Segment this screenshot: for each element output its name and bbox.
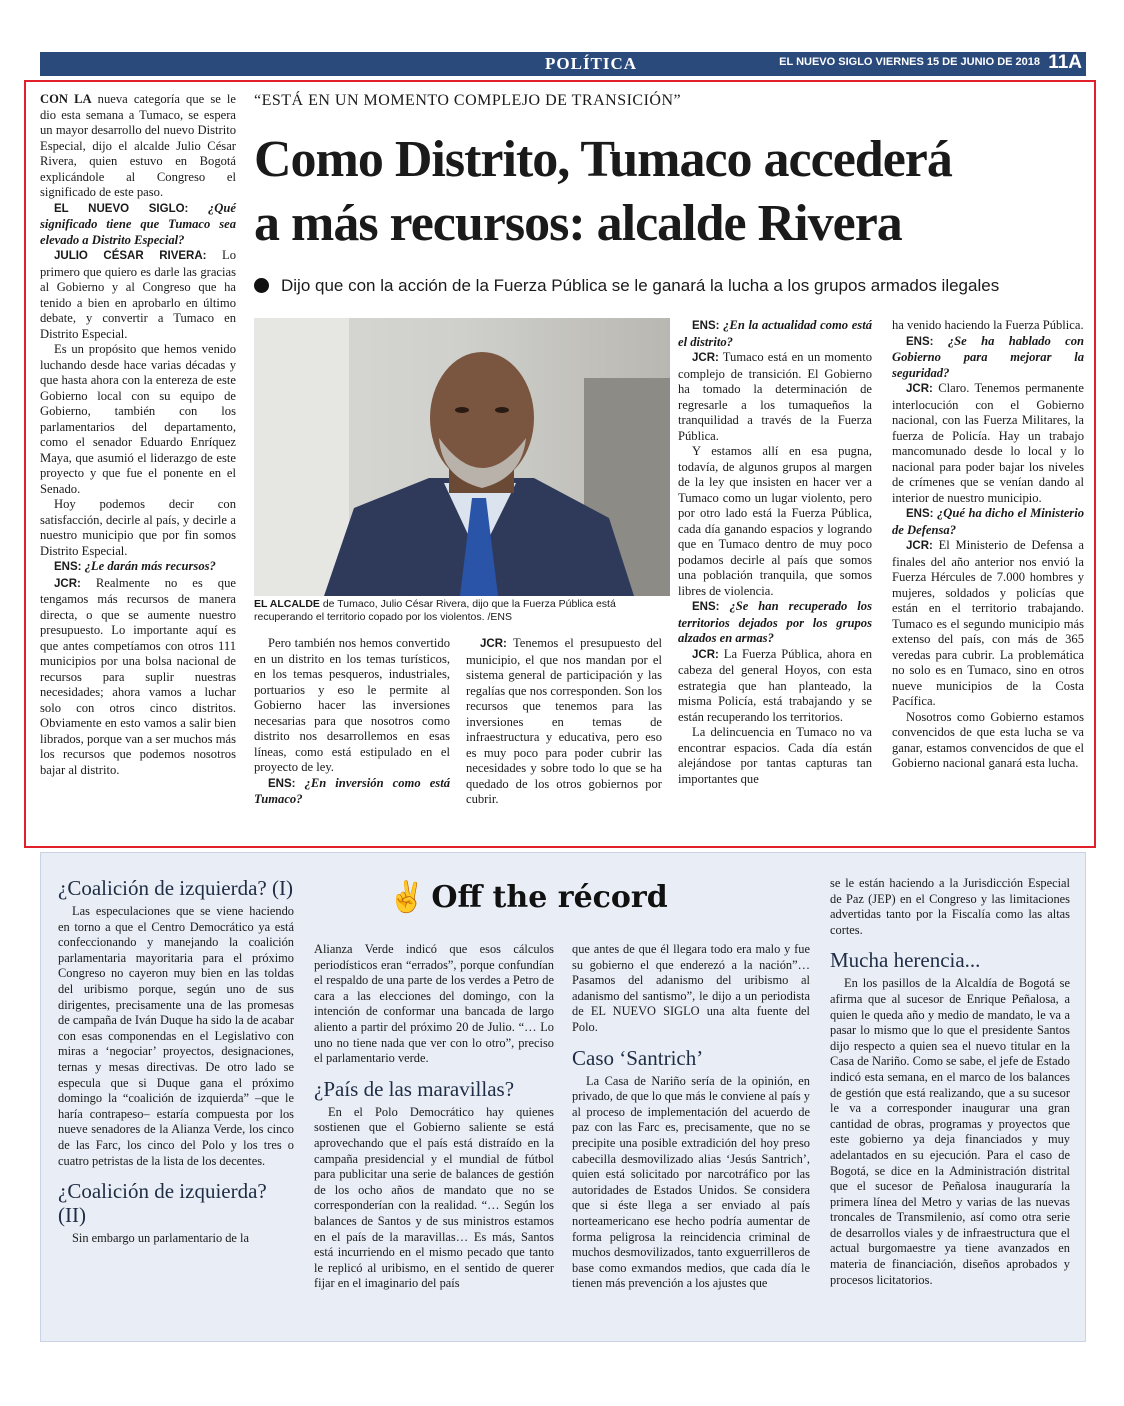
interviewee-tag: JCR:	[906, 540, 933, 552]
interviewee-tag: JULIO CÉSAR RIVERA:	[54, 250, 207, 262]
article-headline	[254, 128, 1094, 256]
answer: La Fuerza Pública, ahora en cabeza del general Hoyos, con esta estrategia que han planteado, la misma Policía, está trabajando y se están recuperando los territorios.	[678, 646, 872, 724]
article-kicker: “ESTÁ EN UN MOMENTO COMPLEJO DE TRANSICIÓN”	[254, 92, 682, 109]
paragraph: Y estamos allí en esa pugna, todavía, de algunos grupos al margen de la ley que insisten en hacer ver a Tumaco como un lugar violento, pero por otro lado está la Fuerza Pública, cada día ganando espacios y logrando que en Tumaco dentro de muy poco podamos decirle al país que somos una población tranquila, que somos libres de violencia.	[678, 444, 872, 598]
article-column-4	[678, 318, 872, 787]
photo-caption	[254, 598, 670, 624]
otr-column-4	[830, 876, 1070, 1288]
interviewee-tag: JCR:	[54, 577, 81, 590]
paragraph: Hoy podemos decir con satisfacción, decirle al país, y decirle a nuestro municipio que por fin somos Distrito Especial.	[40, 497, 236, 558]
interviewer-tag: ENS:	[906, 508, 934, 520]
interviewee-tag: JCR:	[906, 383, 933, 395]
otr-paragraph: Sin embargo un parlamentario de la	[72, 1231, 249, 1246]
otr-column-2	[314, 942, 554, 1292]
interviewee-tag: JCR:	[692, 648, 719, 661]
bullet-icon	[254, 278, 269, 293]
otr-paragraph: se le están haciendo a la Jurisdicción Especial de Paz (JEP) en el Congreso y las limitaciones advertidas tanto por la Fiscalía como las altas cortes.	[830, 876, 1070, 937]
answer: Tumaco está en un momento complejo de transición. El Gobierno ha tomado la determinación de regresarle a los tumaqueños la tranquilidad a través de la Fuerza Pública.	[678, 350, 872, 443]
interviewer-tag: EL NUEVO SIGLO:	[54, 202, 189, 215]
interviewee-tag: JCR:	[692, 352, 719, 364]
paragraph: Es un propósito que hemos venido luchando desde hace varias décadas y que hasta ahora con la entereza de este Gobierno local con su equipo de Gobierno, también con los parlamentarios del departamento, como el senador Eduardo Enríquez Maya, que asumió el liderazgo de este proyecto y que fue el ponente en el Senado.	[40, 342, 236, 496]
otr-paragraph: En el Polo Democrático hay quienes sostienen que el Gobierno saliente se está aprovechando que el país está distraído en la campaña presidencial y el mundial de fútbol para publicitar una serie de balances de gestión de los ocho años de mandato que no se corresponderían con la realidad. “… Según los balances de Santos y de sus ministros estamos en el país de la maravillas… Es más, Santos está incurriendo en el mismo pecado que tanto le replicó al uribismo, en el sentido de querer fijar en el imaginario del país	[314, 1104, 554, 1291]
article-column-3	[466, 636, 662, 808]
interviewer-tag: ENS:	[692, 320, 720, 332]
article-column-1	[40, 92, 236, 778]
answer: El Ministerio de Defensa a finales del año anterior nos envió la Fuerza Hércules de 7.000 hombres y mujeres, soldados y policías que están en el territorio trabajando. Tumaco es el segundo municipio más extenso del país, con más de 365 veredas para cubrir. La problemática no solo es en Tumaco, sino en otros nueve municipios de la Costa Pacífica.	[892, 538, 1084, 708]
mayor-photo	[254, 318, 670, 596]
otr-heading: ¿Coalición de izquierda? (I)	[58, 876, 293, 900]
interviewer-tag: ENS:	[54, 561, 82, 573]
paragraph: nueva categoría que se le dio esta semana a Tumaco, se espera un mayor desarrollo del nuevo Distrito Especial, dijo el alcalde Julio César Rivera, quien estuvo en Bogotá explicándole al Congreso el significado de este paso.	[40, 92, 236, 199]
article-column-2	[254, 636, 450, 808]
otr-paragraph: que antes de que él llegara todo era malo y fue su gobierno el que enderezó a la nación”… Pasamos del adanismo del uribismo al adanismo del santismo”, le dijo a un periodista de EL NUEVO SIGLO una alta fuente del Polo.	[572, 942, 810, 1034]
interviewer-tag: ENS:	[906, 335, 934, 348]
otr-heading: ¿Coalición de izquierda? (II)	[58, 1179, 267, 1228]
answer: Realmente no es que tengamos más recursos de manera directa, o que se aumente nuestro presupuesto. Lo importante aquí es que antes competíamos con otros 111 municipios por una bolsa nacional de recursos para suplir nuestras necesidades; ahora vamos a luchar solo con otros cinco distritos. Obviamente en esto vamos a salir bien librados, porque van a ser muchos más los recursos que podemos nosotros bajar al distrito.	[40, 575, 236, 777]
headline-line-1: Como Distrito, Tumaco accederá	[254, 131, 952, 188]
peace-hand-icon: ✌	[388, 880, 426, 915]
answer: Tenemos el presupuesto del municipio, el que nos mandan por el sistema general de participación y las regalías que nos corresponden. Son los recursos que tenemos para las inversiones en temas de infraestructura y educativa, pero eso es muy poco para poder cubrir las necesidades y sobre todo lo que se ha quedado de los otros gobiernos por cubrir.	[466, 636, 662, 806]
interviewer-tag: ENS:	[692, 601, 720, 613]
otr-paragraph: En los pasillos de la Alcaldía de Bogotá se afirma que al sucesor de Enrique Peñalosa, a quien le queda año y medio de mandato, le va a pasar lo mismo que lo que el presidente Santos dijo respecto a quien sea el nuevo titular en la Casa de Nariño. Como se sabe, el jefe de Estado indicó esta semana, en el marco de los balances de gestión que está realizando, que a su sucesor le va a corresponder inaugurar una gran cantidad de obras, programas y proyectos que este gobierno ya deja financiados y muy adelantados en su ejecución. Para el caso de Bogotá, se dice en la Administración distrital que el sucesor de Peñalosa inauguraría la primera línea del Metro y varias de las nuevas troncales de Transmilenio, así como otra serie de desarrollos viales y de infraestructura que el actual burgomaestre ya tiene avanzados en materia de financiación, diseños aprobados y procesos licitatorios.	[830, 976, 1070, 1287]
answer: Lo primero que quiero es darle las gracias al Gobierno y al Congreso que ha tenido a bien en aprobarlo en último debate, y convertir a Tumaco en Distrito Especial.	[40, 248, 236, 341]
lead-in: CON LA	[40, 92, 92, 106]
otr-paragraph: La Casa de Nariño sería de la opinión, en privado, de que lo que más le conviene al país y al proceso de implementación del acuerdo de paz con las Farc es, precisamente, que no se precipite una posible extradición del hoy preso cabecilla desmovilizado alias ‘Jesús Santrich’, quien está solicitado por narcotráfico por las autoridades de Estados Unidos. Se considera que si éste llega a ser enviado al país norteamericano ese hecho podría aumentar de forma peligrosa la reincidencia criminal de muchos desmovilizados, tanto exguerrilleros de base como exmandos medios, que cada día le tienen más prevención a los ajustes que	[572, 1073, 810, 1291]
interviewee-tag: JCR:	[480, 638, 507, 650]
question: ¿Qué ha dicho el Ministerio de Defensa?	[892, 506, 1084, 537]
page-number: 11A	[1048, 52, 1082, 73]
article-column-5	[892, 318, 1084, 772]
interviewer-tag: ENS:	[268, 777, 296, 790]
section-name: POLÍTICA	[545, 54, 638, 73]
question: ¿Le darán más recursos?	[81, 559, 216, 573]
answer: Claro. Tenemos permanente interlocución con el Gobierno nacional, con las Fuerza Militares, la fuerza de Policía. Hay un trabajo mancomunado desde lo local y lo nacional para poder bajar los niveles de crímenes que se venían dando al interior de nuestro municipio.	[892, 381, 1084, 505]
paper-date: EL NUEVO SIGLO VIERNES 15 DE JUNIO DE 2018	[779, 56, 1040, 68]
otr-heading: Mucha herencia...	[830, 948, 981, 973]
paragraph: Pero también nos hemos convertido en un distrito en los temas turísticos, en los temas pesqueros, industriales, portuarios y eso le permite al Gobierno hacer las inversiones necesarias para que nosotros como distrito nos desarrollemos en esas líneas, como está estipulado en el proyecto de ley.	[254, 636, 450, 774]
caption-lead: EL ALCALDE	[254, 598, 320, 610]
deck-text: Dijo que con la acción de la Fuerza Pública se le ganará la lucha a los grupos armados ilegales	[281, 276, 1000, 295]
question: ¿Qué significado tiene que Tumaco sea elevado a Distrito Especial?	[40, 200, 236, 247]
question: ¿Se ha hablado con Gobierno para mejorar la seguridad?	[892, 333, 1084, 380]
paragraph: La delincuencia en Tumaco no va encontrar espacios. Cada día están alejándose por tantas capturas tan importantes que	[678, 725, 872, 786]
otr-heading: ¿País de las maravillas?	[314, 1076, 515, 1101]
article-deck	[254, 276, 1094, 296]
question: ¿En la actualidad como está el distrito?	[678, 318, 872, 349]
otr-heading: Caso ‘Santrich’	[572, 1045, 704, 1070]
otr-column-1	[58, 876, 294, 1247]
question: ¿Se han recuperado los territorios dejados por los grupos alzados en armas?	[678, 599, 872, 645]
section-header-bar	[40, 52, 1086, 76]
otr-paragraph: Las especulaciones que se viene haciendo en torno a que el Centro Democrático ya está confeccionando y manejando la coalición parlamentaria mayoritaria para el próximo Congreso no cayeron muy bien en las toldas del uribismo porque, según uno de sus dirigentes, precisamente una de las promesas de campaña de Iván Duque ha sido la de acabar con esas componendas en el Legislativo con miras a ‘negociar’ proyectos, designaciones, ternas y mesas directivas. De otro lado se especula que si Duque gana el próximo domingo la “coalición de izquierda” –que le haría contrapeso– estaría compuesta por los nueve senadores de la Alianza Verde, los cinco de las Farc, los cinco del Polo y los tres o cuatro petristas de la lista de los decentes.	[58, 904, 294, 1168]
caption-text: de Tumaco, Julio César Rivera, dijo que la Fuerza Pública está recuperando el territorio copado por los violentos. /ENS	[254, 598, 616, 623]
question: ¿En inversión como está Tumaco?	[254, 775, 450, 806]
otr-paragraph: Alianza Verde indicó que esos cálculos periodísticos eran “errados”, porque confundían el respaldo de una parte de los verdes a Petro de cara a las elecciones del domingo, con la intención de conformar una bancada de largo aliento a partir del próximo 20 de Julio. “… Lo uno no tiene nada que ver con lo otro”, preciso el parlamentario verde.	[314, 942, 554, 1066]
headline-line-2: a más recursos: alcalde Rivera	[254, 195, 902, 252]
paragraph: Nosotros como Gobierno estamos convencidos de que esta lucha se va ganar, estamos convencidos de que el Gobierno nacional ganará esta lucha.	[892, 709, 1084, 770]
paragraph: ha venido haciendo la Fuerza Pública.	[892, 318, 1084, 332]
otr-column-3	[572, 942, 810, 1292]
off-the-record-title	[388, 880, 668, 915]
off-the-record-title-text: Off the récord	[431, 880, 668, 915]
